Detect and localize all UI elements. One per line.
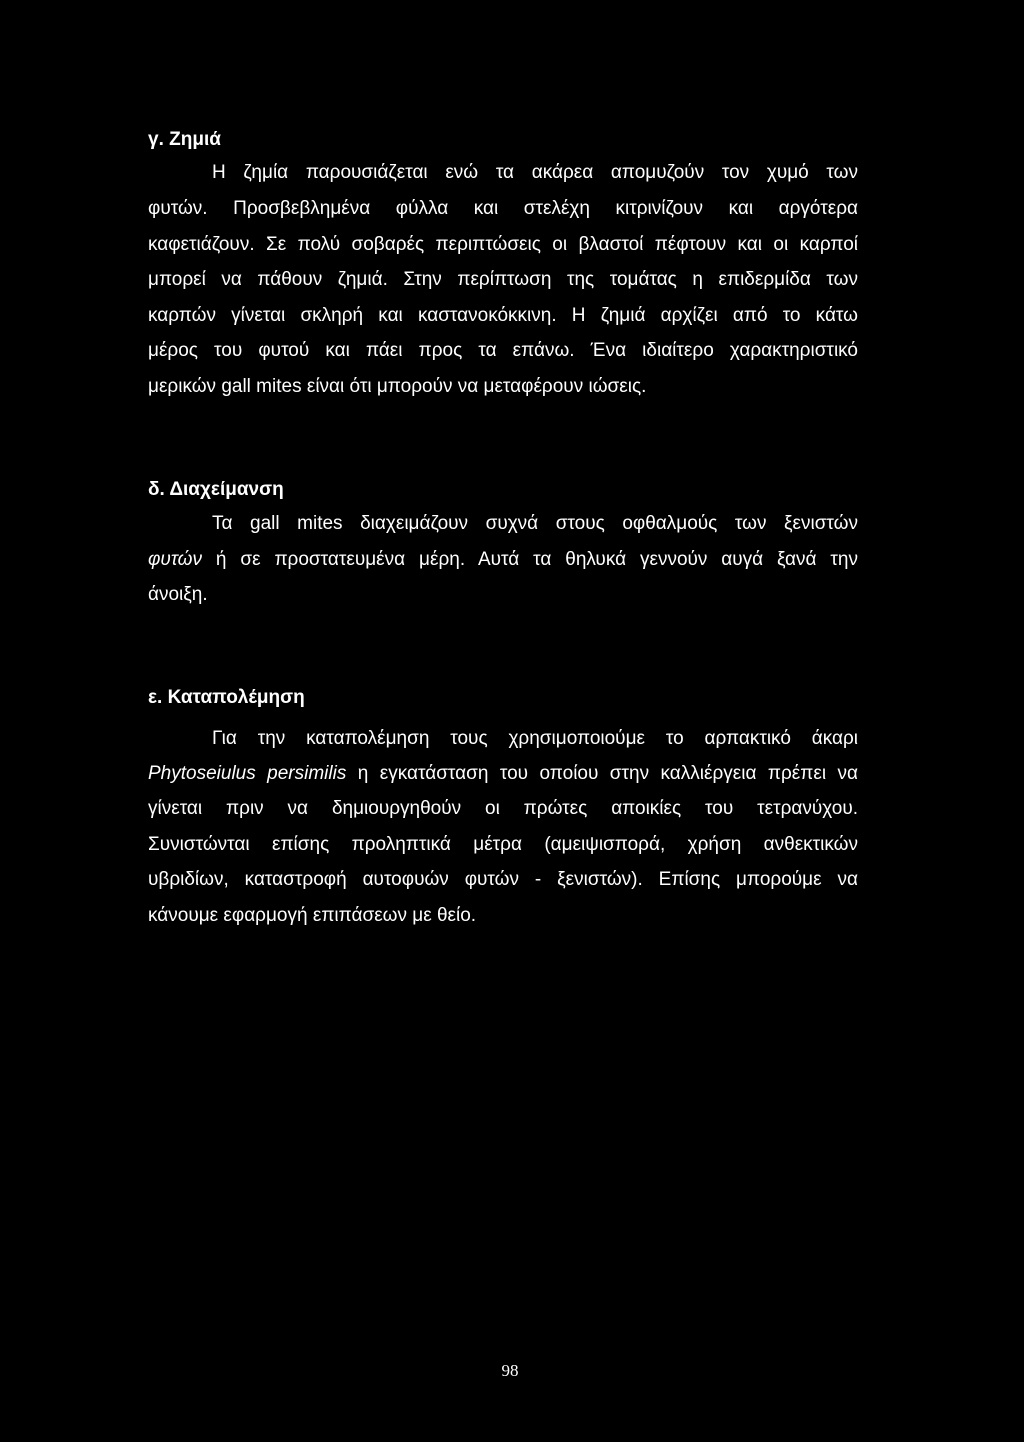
damage-text-line: φυτών. Προσβεβλημένα φύλλα και στελέχη κιτρινίζουν και αργότερα bbox=[148, 198, 858, 219]
control-text-line: Για την καταπολέμηση τους χρησιμοποιούμε το αρπακτικό άκαρι bbox=[212, 728, 858, 749]
section-heading-damage: γ. Ζημιά bbox=[148, 129, 221, 150]
overwintering-text-line: Τα gall mites διαχειμάζουν συχνά στους οφθαλμούς των ξενιστών bbox=[212, 513, 858, 534]
overwintering-italic-word: φυτών bbox=[148, 549, 202, 570]
damage-text-line: καρπών γίνεται σκληρή και καστανοκόκκινη. Η ζημιά αρχίζει από το κάτω bbox=[148, 305, 858, 326]
damage-text-line: μέρος του φυτού και πάει προς τα επάνω. Ένα ιδιαίτερο χαρακτηριστικό bbox=[148, 340, 858, 361]
control-line-rest: η εγκατάσταση του οποίου στην καλλιέργεια πρέπει να bbox=[346, 763, 858, 784]
overwintering-line-rest: ή σε προστατευμένα μέρη. Αυτά τα θηλυκά γεννούν αυγά ξανά την bbox=[201, 549, 858, 570]
control-text-line: Συνιστώνται επίσης προληπτικά μέτρα (αμειψισπορά, χρήση ανθεκτικών bbox=[148, 834, 858, 855]
damage-text-line: Η ζημία παρουσιάζεται ενώ τα ακάρεα απομυζούν τον χυμό των bbox=[212, 162, 858, 183]
section-heading-overwintering: δ. Διαχείμανση bbox=[148, 479, 284, 500]
control-text-line: γίνεται πριν να δημιουργηθούν οι πρώτες αποικίες του τετρανύχου. bbox=[148, 798, 858, 819]
damage-text-line: καφετιάζουν. Σε πολύ σοβαρές περιπτώσεις οι βλαστοί πέφτουν και οι καρποί bbox=[148, 234, 858, 255]
section-heading-control: ε. Καταπολέμηση bbox=[148, 687, 305, 708]
control-text-line: κάνουμε εφαρμογή επιπάσεων με θείο. bbox=[148, 905, 477, 926]
overwintering-text-line bbox=[148, 548, 858, 572]
species-name: Phytoseiulus persimilis bbox=[148, 763, 347, 784]
damage-text-line: μπορεί να πάθουν ζημιά. Στην περίπτωση της τομάτας η επιδερμίδα των bbox=[148, 269, 858, 290]
control-text-line: υβριδίων, καταστροφή αυτοφυών φυτών - ξενιστών). Επίσης μπορούμε να bbox=[148, 869, 858, 890]
control-text-line bbox=[148, 762, 858, 786]
overwintering-text-line: άνοιξη. bbox=[148, 584, 208, 605]
page-number: 98 bbox=[501, 1361, 519, 1380]
damage-text-line: μερικών gall mites είναι ότι μπορούν να μεταφέρουν ιώσεις. bbox=[148, 376, 647, 397]
